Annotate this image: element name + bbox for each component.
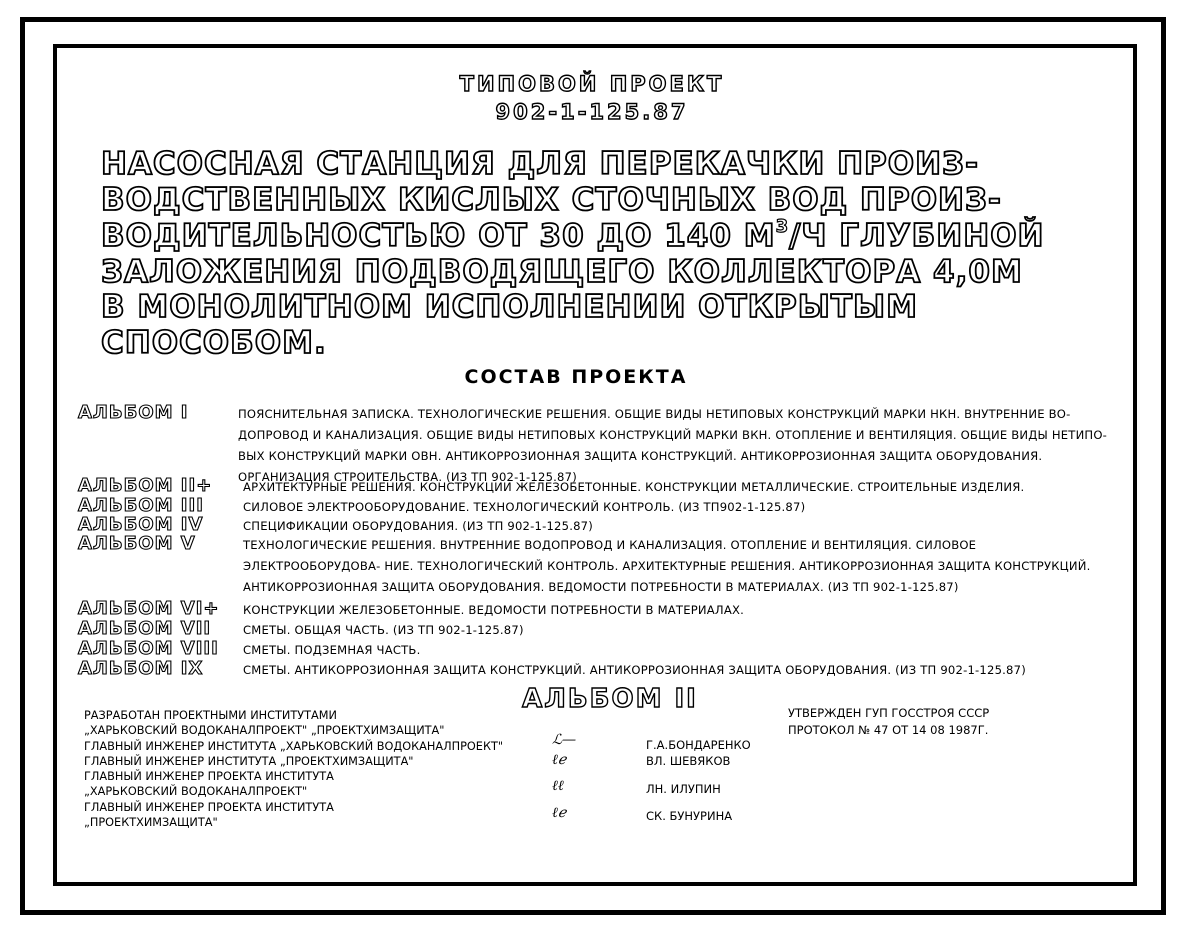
album-name: АЛЬБОМ II+ (78, 475, 213, 496)
title-line-1: НАСОСНАЯ СТАНЦИЯ ДЛЯ ПЕРЕКАЧКИ ПРОИЗ- (101, 146, 979, 182)
album-name: АЛЬБОМ VIII (78, 638, 219, 659)
album-description: АРХИТЕКТУРНЫЕ РЕШЕНИЯ. КОНСТРУКЦИИ ЖЕЛЕЗОБЕТОННЫЕ. КОНСТРУКЦИИ МЕТАЛЛИЧЕСКИЕ. СТРОИТЕЛЬНЫЕ ИЗДЕЛИЯ. (243, 480, 1025, 494)
title-line-3a: ВОДИТЕЛЬНОСТЬЮ ОТ 30 ДО 140 М (101, 218, 776, 254)
developers-block: РАЗРАБОТАН ПРОЕКТНЫМИ ИНСТИТУТАМИ „ХАРЬКОВСКИЙ ВОДОКАНАЛПРОЕКТ" „ПРОЕКТХИМЗАЩИТА" ГЛАВНЫЙ ИНЖЕНЕР ИНСТИТУТА „ХАРЬКОВСКИЙ ВОДОКАНАЛПРОЕКТ" ГЛАВНЫЙ ИНЖЕНЕР ИНСТИТУТА „ПРОЕКТХИМЗАЩИТА" ГЛАВНЫЙ ИНЖЕНЕР ПРОЕКТА ИНСТИТУТА „ХАРЬКОВСКИЙ ВОДОКАНАЛПРОЕКТ" ГЛАВНЫЙ ИНЖЕНЕР ПРОЕКТА ИНСТИТУТА „ПРОЕКТХИМЗАЩИТА" (84, 709, 504, 830)
album-description: СИЛОВОЕ ЭЛЕКТРООБОРУДОВАНИЕ. ТЕХНОЛОГИЧЕСКИЙ КОНТРОЛЬ. (ИЗ ТП902-1-125.87) (243, 500, 806, 514)
approval-line-1: УТВЕРЖДЕН ГУП ГОССТРОЯ СССР (788, 706, 990, 720)
album-name: АЛЬБОМ V (78, 533, 196, 554)
album-name: АЛЬБОМ VII (78, 618, 212, 639)
title-line-2: ВОДСТВЕННЫХ КИСЛЫХ СТОЧНЫХ ВОД ПРОИЗ- (101, 182, 1002, 218)
approval-line-2: ПРОТОКОЛ № 47 ОТ 14 08 1987Г. (788, 723, 989, 737)
project-type: ТИПОВОЙ ПРОЕКТ (459, 72, 725, 96)
signatory-name: ЛН. ИЛУПИН (646, 782, 721, 796)
signature-mark: ℒ— (552, 732, 577, 748)
album-name: АЛЬБОМ I (78, 402, 189, 423)
album-description: ТЕХНОЛОГИЧЕСКИЕ РЕШЕНИЯ. ВНУТРЕННИЕ ВОДОПРОВОД И КАНАЛИЗАЦИЯ. ОТОПЛЕНИЕ И ВЕНТИЛЯЦИЯ. СИЛОВОЕ ЭЛЕКТРООБОРУДОВА- НИЕ. ТЕХНОЛОГИЧЕСКИЙ КОНТРОЛЬ. АРХИТЕКТУРНЫЕ РЕШЕНИЯ. АНТИКОРРОЗИОННАЯ ЗАЩИТА КОНСТРУКЦИЙ. АНТИКОРРОЗИОННАЯ ЗАЩИТА ОБОРУДОВАНИЯ. ВЕДОМОСТИ ПОТРЕБНОСТИ В МАТЕРИАЛАХ. (ИЗ ТП 902-1-125.87) (243, 538, 1091, 594)
album-description: ПОЯСНИТЕЛЬНАЯ ЗАПИСКА. ТЕХНОЛОГИЧЕСКИЕ РЕШЕНИЯ. ОБЩИЕ ВИДЫ НЕТИПОВЫХ КОНСТРУКЦИЙ МАРКИ НКН. ВНУТРЕННИЕ ВО- ДОПРОВОД И КАНАЛИЗАЦИЯ. ОБЩИЕ ВИДЫ НЕТИПОВЫХ КОНСТРУКЦИЙ МАРКИ ВКН. ОТОПЛЕНИЕ И ВЕНТИЛЯЦИЯ. ОБЩИЕ ВИДЫ НЕТИПО- ВЫХ КОНСТРУКЦИЙ МАРКИ ОВН. АНТИКОРРОЗИОННАЯ ЗАЩИТА КОНСТРУКЦИЙ. АНТИКОРРОЗИОННАЯ ЗАЩИТА ОБОРУДОВАНИЯ. ОРГАНИЗАЦИЯ СТРОИТЕЛЬСТВА. (ИЗ ТП 902-1-125.87) (238, 407, 1108, 484)
album-description: СПЕЦИФИКАЦИИ ОБОРУДОВАНИЯ. (ИЗ ТП 902-1-125.87) (243, 519, 593, 533)
signatory-name: СК. БУНУРИНА (646, 809, 733, 823)
title-line-5: В МОНОЛИТНОМ ИСПОЛНЕНИИ ОТКРЫТЫМ (101, 289, 918, 325)
approval-block (788, 705, 989, 739)
current-album-title: АЛЬБОМ II (522, 684, 698, 714)
album-name: АЛЬБОМ VI+ (78, 598, 220, 619)
title-line-4: ЗАЛОЖЕНИЯ ПОДВОДЯЩЕГО КОЛЛЕКТОРА 4,0М (101, 254, 1023, 290)
album-name: АЛЬБОМ IV (78, 514, 204, 535)
signature-mark: ℓℯ (552, 805, 567, 821)
signature-mark: ℓℯ (552, 752, 567, 768)
album-description: СМЕТЫ. ПОДЗЕМНАЯ ЧАСТЬ. (243, 643, 421, 657)
title-line-3 (101, 218, 1045, 254)
album-description: СМЕТЫ. АНТИКОРРОЗИОННАЯ ЗАЩИТА КОНСТРУКЦИЙ. АНТИКОРРОЗИОННАЯ ЗАЩИТА ОБОРУДОВАНИЯ. (ИЗ ТП 902-1-125.87) (243, 663, 1026, 677)
album-name: АЛЬБОМ IX (78, 658, 204, 679)
title-superscript: 3 (775, 216, 790, 237)
album-description: СМЕТЫ. ОБЩАЯ ЧАСТЬ. (ИЗ ТП 902-1-125.87) (243, 623, 524, 637)
signatory-name: ВЛ. ШЕВЯКОВ (646, 754, 731, 768)
project-number: 902-1-125.87 (495, 100, 689, 124)
signature-mark: ℓℓ (552, 778, 564, 794)
album-name: АЛЬБОМ III (78, 495, 204, 516)
signatory-name: Г.А.БОНДАРЕНКО (646, 738, 751, 752)
title-line-6: СПОСОБОМ. (101, 325, 327, 361)
album-description: КОНСТРУКЦИИ ЖЕЛЕЗОБЕТОННЫЕ. ВЕДОМОСТИ ПОТРЕБНОСТИ В МАТЕРИАЛАХ. (243, 603, 744, 617)
title-line-3b: /Ч ГЛУБИНОЙ (789, 218, 1045, 254)
composition-heading: СОСТАВ ПРОЕКТА (464, 366, 688, 388)
